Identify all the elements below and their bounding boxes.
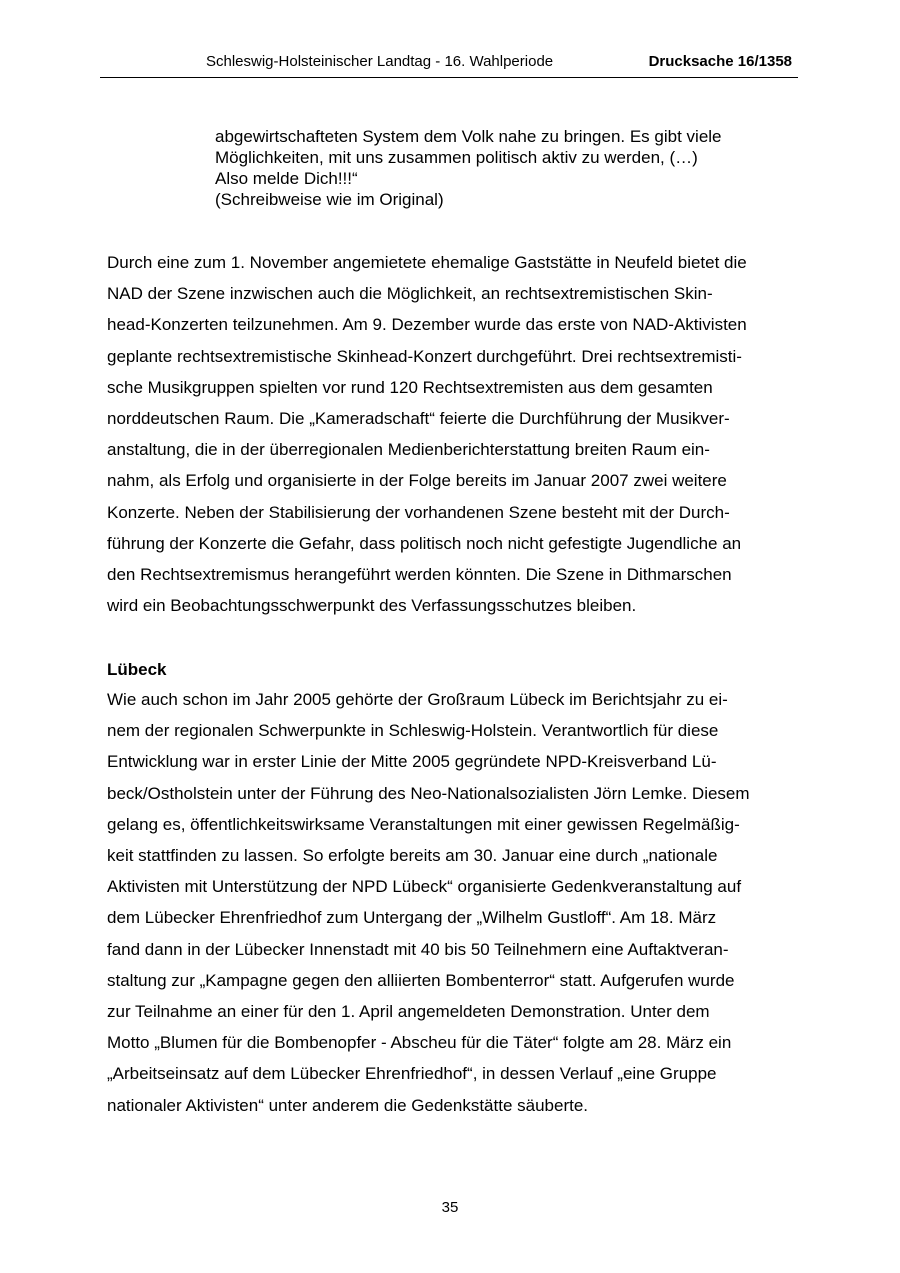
text-line: führung der Konzerte die Gefahr, dass politisch noch nicht gefestigte Jugendliche an (107, 533, 742, 553)
text-line: nem der regionalen Schwerpunkte in Schleswig-Holstein. Verantwortlich für diese (107, 721, 719, 741)
text-line: den Rechtsextremismus herangeführt werden könnten. Die Szene in Dithmarschen (107, 565, 732, 585)
quote-line: Also melde Dich!!!“ (215, 169, 358, 188)
quote-line: (Schreibweise wie im Original) (215, 190, 444, 209)
text-line: zur Teilnahme an einer für den 1. April angemeldeten Demonstration. Unter dem (107, 1002, 710, 1022)
text-line: nahm, als Erfolg und organisierte in der Folge bereits im Januar 2007 zwei weitere (107, 471, 727, 491)
text-line: Aktivisten mit Unterstützung der NPD Lübeck“ organisierte Gedenkveranstaltung auf (107, 877, 742, 897)
text-line: wird ein Beobachtungsschwerpunkt des Verfassungsschutzes bleiben. (107, 596, 637, 616)
text-line: norddeutschen Raum. Die „Kameradschaft“ feierte die Durchführung der Musikver- (107, 409, 730, 429)
page-number: 35 (441, 1199, 459, 1216)
quote-line: abgewirtschafteten System dem Volk nahe zu bringen. Es gibt viele (215, 127, 722, 146)
paragraph-neufeld (107, 247, 807, 621)
text-line: geplante rechtsextremistische Skinhead-Konzert durchgeführt. Drei rechtsextremisti- (107, 346, 742, 366)
text-line: NAD der Szene inzwischen auch die Möglichkeit, an rechtsextremistischen Skin- (107, 284, 713, 304)
text-line: nationaler Aktivisten“ unter anderem die Gedenkstätte säuberte. (107, 1095, 589, 1115)
text-line: fand dann in der Lübecker Innenstadt mit 40 bis 50 Teilnehmern eine Auftaktveran- (107, 939, 729, 959)
text-line: „Arbeitseinsatz auf dem Lübecker Ehrenfriedhof“, in dessen Verlauf „eine Gruppe (107, 1064, 717, 1084)
text-line: Durch eine zum 1. November angemietete ehemalige Gaststätte in Neufeld bietet die (107, 253, 747, 272)
paragraph-luebeck (107, 684, 807, 1121)
text-line: Entwicklung war in erster Linie der Mitte 2005 gegründete NPD-Kreisverband Lü- (107, 752, 717, 772)
text-line: keit stattfinden zu lassen. So erfolgte bereits am 30. Januar eine durch „nationale (107, 846, 718, 866)
document-number: Drucksache 16/1358 (648, 53, 792, 70)
text-line: dem Lübecker Ehrenfriedhof zum Untergang der „Wilhelm Gustloff“. Am 18. März (107, 908, 717, 928)
text-line: Motto „Blumen für die Bombenopfer - Abscheu für die Täter“ folgte am 28. März ein (107, 1033, 732, 1053)
header-title: Schleswig-Holsteinischer Landtag - 16. Wahlperiode (206, 53, 554, 70)
quote-line: Möglichkeiten, mit uns zusammen politisch aktiv zu werden, (…) (215, 148, 698, 167)
section-heading-luebeck: Lübeck (107, 660, 167, 679)
text-line: head-Konzerten teilzunehmen. Am 9. Dezember wurde das erste von NAD-Aktivisten (107, 315, 747, 335)
text-line: Konzerte. Neben der Stabilisierung der vorhandenen Szene besteht mit der Durch- (107, 502, 730, 522)
text-line: Wie auch schon im Jahr 2005 gehörte der Großraum Lübeck im Berichtsjahr zu ei- (107, 690, 728, 709)
text-line: anstaltung, die in der überregionalen Medienberichterstattung breiten Raum ein- (107, 440, 710, 460)
text-line: staltung zur „Kampagne gegen den alliierten Bombenterror“ statt. Aufgerufen wurde (107, 970, 735, 990)
text-line: gelang es, öffentlichkeitswirksame Veranstaltungen mit einer gewissen Regelmäßig- (107, 814, 740, 834)
text-line: sche Musikgruppen spielten vor rund 120 Rechtsextremisten aus dem gesamten (107, 377, 713, 397)
text-line: beck/Ostholstein unter der Führung des Neo-Nationalsozialisten Jörn Lemke. Diesem (107, 783, 750, 803)
page-header (100, 50, 798, 78)
block-quote (215, 126, 815, 210)
